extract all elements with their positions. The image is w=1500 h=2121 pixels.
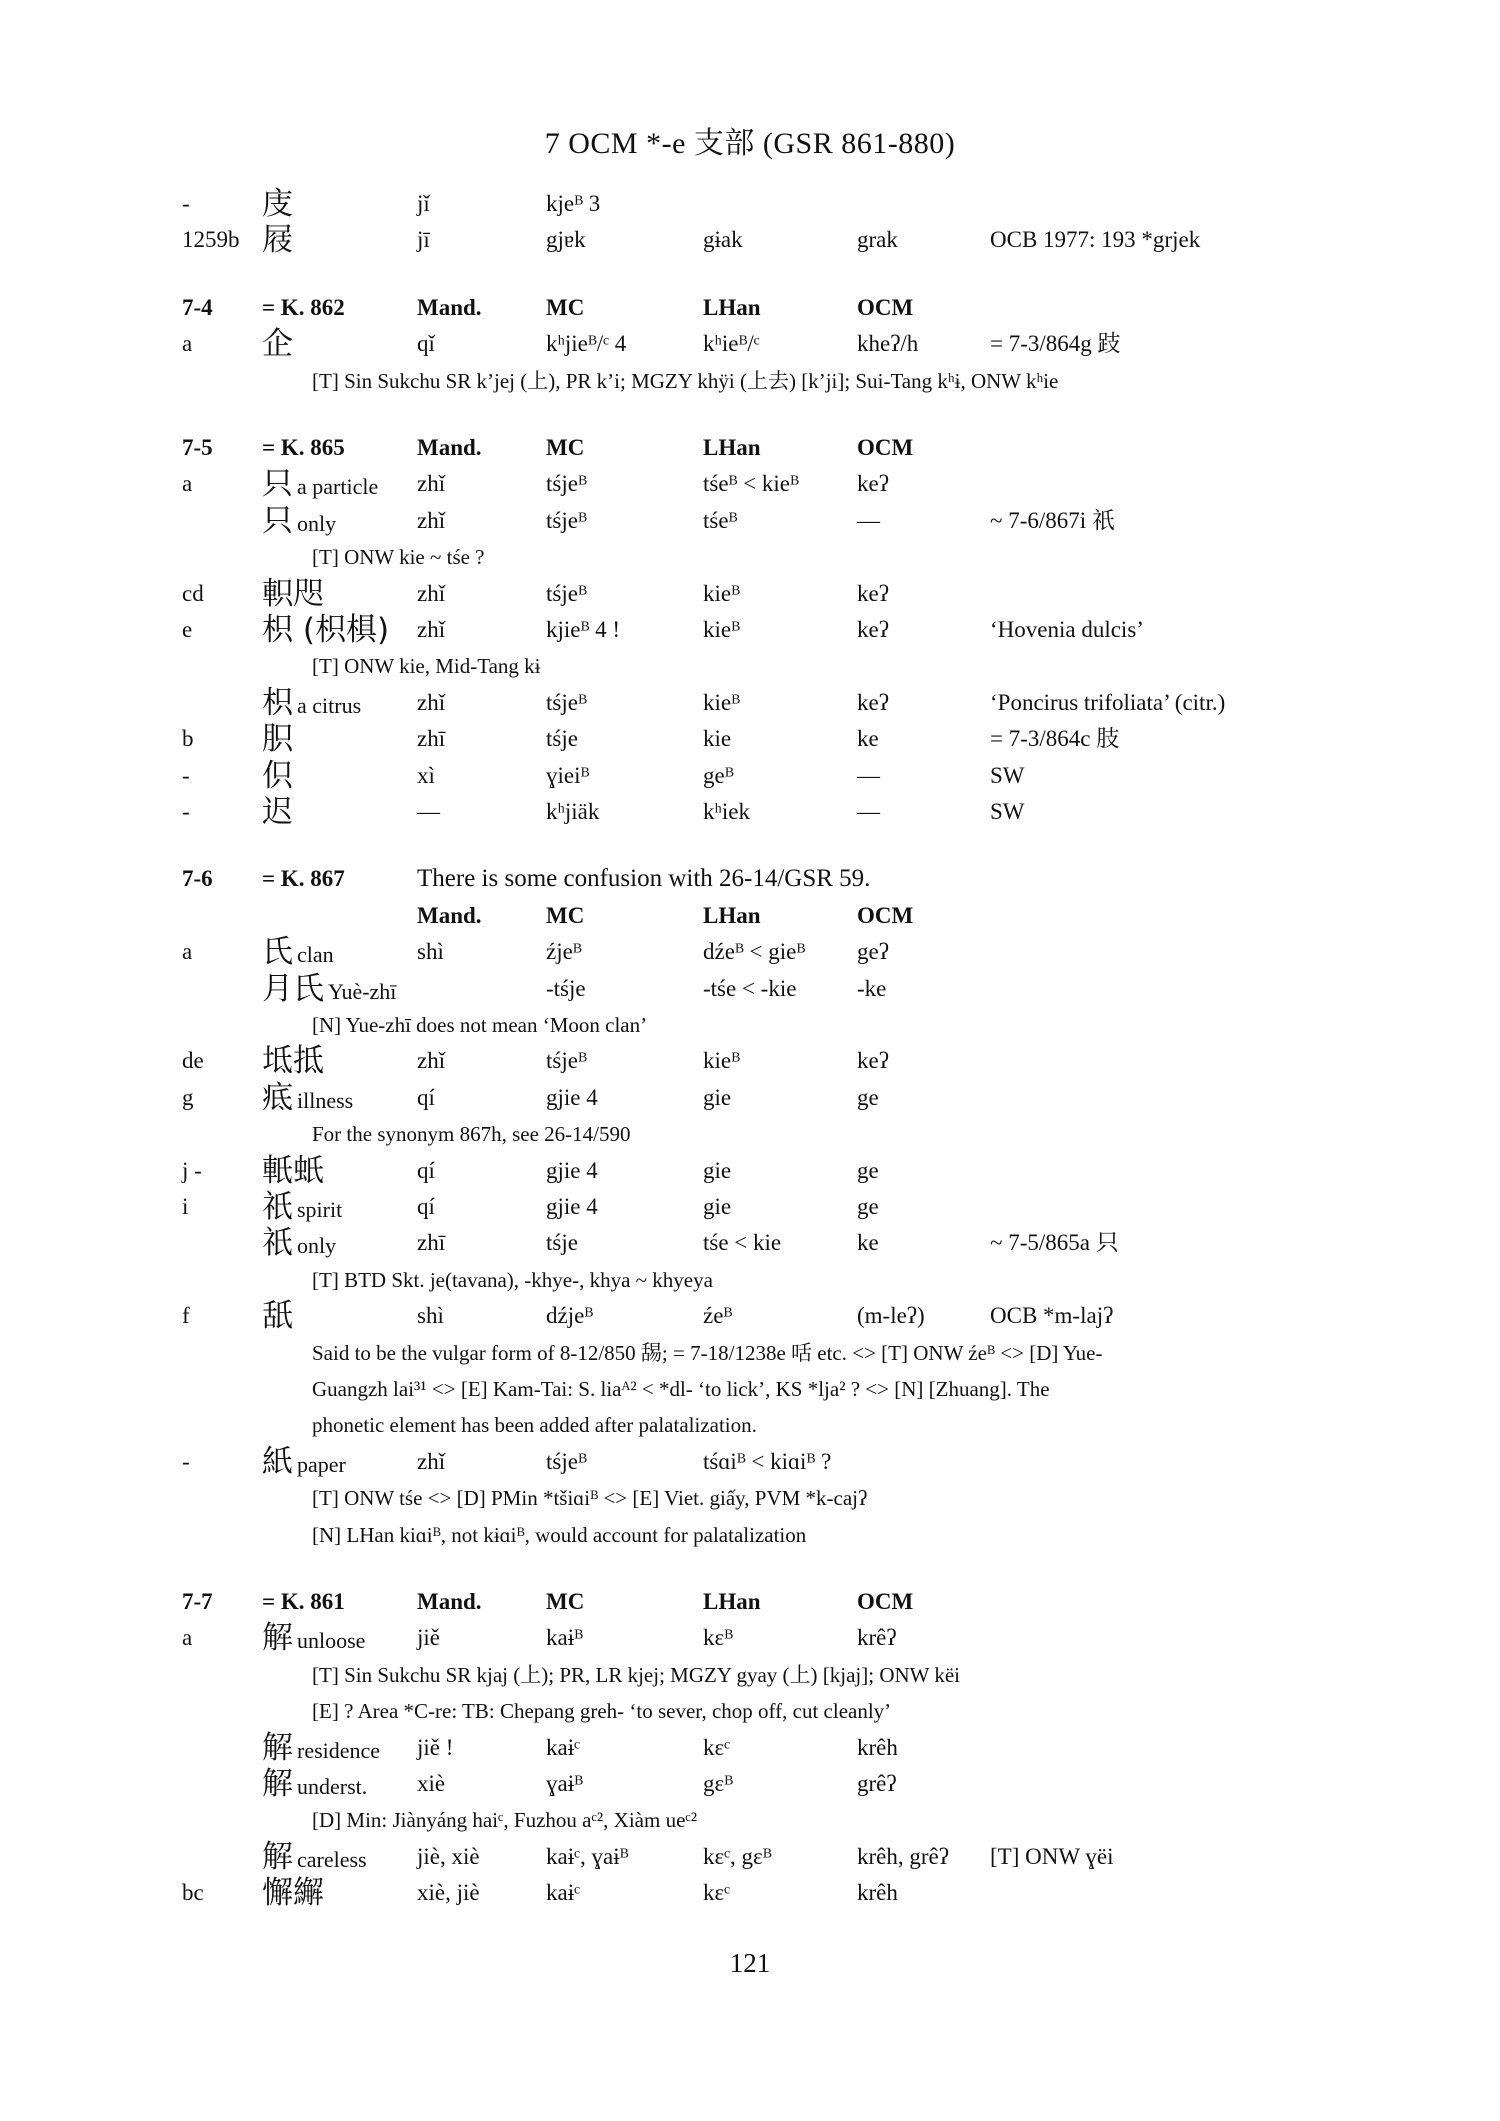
group-id: 7-7: [182, 1589, 213, 1614]
mandarin: shì: [417, 939, 444, 965]
col-ocm: OCM: [857, 435, 914, 460]
annotation-text: [N] Yue-zhī does not mean ‘Moon clan’: [312, 1013, 648, 1037]
mandarin: qí: [417, 1084, 435, 1110]
entry-note: OCB 1977: 193 *grjek: [990, 227, 1201, 253]
annotation-line: [0, 1480, 1500, 1516]
entry-row: [0, 1766, 1500, 1802]
entry-id: i: [182, 1194, 189, 1219]
annotation-line: [0, 1517, 1500, 1553]
later-han: tśeᴮ: [703, 507, 738, 533]
entry-id: b: [182, 726, 194, 752]
annotation-line: [0, 1371, 1500, 1407]
entry-row: [0, 576, 1500, 612]
later-han: -tśe < -kie: [703, 975, 797, 1001]
headword-glyph: 解 residence: [262, 1729, 381, 1766]
mandarin: xì: [417, 762, 435, 788]
mandarin: zhǐ: [417, 507, 446, 533]
mandarin: zhǐ: [417, 689, 446, 715]
old-chinese: keʔ: [857, 689, 889, 715]
middle-chinese: gjie 4: [546, 1084, 598, 1110]
middle-chinese: dźjeᴮ: [546, 1303, 594, 1329]
karlgren-ref: = K. 861: [262, 1589, 345, 1614]
entry-id: -: [182, 799, 190, 824]
entry-note: ~ 7-6/867i 祇: [990, 507, 1115, 533]
headword-glyph: 伿: [262, 757, 293, 794]
mandarin: zhǐ: [417, 1448, 446, 1474]
headword-glyph: 疷 illness: [262, 1079, 354, 1116]
middle-chinese: ɣieiᴮ: [546, 762, 590, 788]
headword-glyph: 庋: [262, 186, 293, 222]
mandarin: shì: [417, 1303, 444, 1329]
col-mc: MC: [546, 1589, 585, 1614]
entry-row: [0, 1043, 1500, 1079]
middle-chinese: tśje: [546, 1230, 578, 1256]
later-han: kɛᶜ: [703, 1734, 731, 1760]
entry-id: g: [182, 1084, 194, 1110]
old-chinese: —: [857, 507, 880, 533]
entry-row: [0, 1189, 1500, 1225]
middle-chinese: tśjeᴮ: [546, 507, 587, 533]
later-han: kieᴮ: [703, 689, 740, 715]
headword-glyph: 舐: [262, 1298, 293, 1335]
later-han: tśe < kie: [703, 1230, 782, 1256]
entry-id: 1259b: [182, 227, 240, 253]
middle-chinese: kaɨᶜ: [546, 1880, 580, 1906]
headword-glyph: 屐: [262, 222, 293, 259]
group-header: [0, 290, 1500, 326]
old-chinese: kheʔ/h: [857, 331, 919, 357]
entry-row: [0, 685, 1500, 721]
annotation-text: [T] BTD Skt. je(tavana), -khye-, khya ~ khyeya: [312, 1267, 713, 1292]
mandarin: jiě !: [417, 1734, 454, 1760]
group-header: [0, 861, 1500, 897]
page-title: 7 OCM *-e 支部 (GSR 861-880): [544, 127, 956, 160]
later-han: kieᴮ: [703, 617, 740, 642]
annotation-text: [D] Min: Jiànyáng haiᶜ, Fuzhou aᶜ², Xiàm ueᶜ²: [312, 1808, 698, 1833]
later-han: kʰiek: [703, 799, 750, 824]
col-mandarin: Mand.: [417, 294, 482, 320]
headword-glyph: 解 careless: [262, 1838, 367, 1875]
col-lhan: LHan: [703, 1589, 761, 1614]
headword-glyph: 坻抵: [262, 1043, 324, 1080]
annotation-line: [0, 1007, 1500, 1043]
gloss: unloose: [297, 1628, 366, 1654]
mandarin: jǐ: [417, 191, 430, 216]
headword-glyph: 只 a particle: [262, 466, 379, 503]
col-mc: MC: [546, 902, 585, 928]
annotation-text: [E] ? Area *C-re: TB: Chepang greh- ‘to sever, chop off, cut cleanly’: [312, 1699, 892, 1724]
entry-id: a: [182, 1625, 193, 1651]
mandarin: qǐ: [417, 331, 435, 357]
headword-glyph: 祇 spirit: [262, 1189, 343, 1225]
annotation-line: [0, 1335, 1500, 1371]
col-lhan: LHan: [703, 294, 761, 320]
annotation-line: [0, 1407, 1500, 1443]
old-chinese: ge: [857, 1194, 879, 1219]
entry-id: a: [182, 939, 193, 965]
col-ocm: OCM: [857, 1589, 914, 1614]
headword-glyph: 氏 clan: [262, 934, 334, 971]
annotation-text: [T] ONW kie, Mid-Tang kɨ: [312, 654, 541, 679]
middle-chinese: kaɨᶜ, ɣaɨᴮ: [546, 1843, 629, 1869]
entry-row: [0, 1875, 1500, 1911]
old-chinese: ke: [857, 1230, 879, 1256]
entry-id: -: [182, 762, 190, 788]
middle-chinese: tśje: [546, 726, 578, 752]
later-han: kie: [703, 726, 732, 752]
middle-chinese: tśjeᴮ: [546, 689, 587, 715]
old-chinese: ge: [857, 1157, 879, 1183]
gloss: only: [297, 1233, 337, 1259]
entry-row: [0, 503, 1500, 539]
group-header: [0, 1584, 1500, 1620]
middle-chinese: gjie 4: [546, 1157, 598, 1183]
entry-note: = 7-3/864g 跂: [990, 331, 1121, 357]
entry-row: [0, 971, 1500, 1007]
later-han: kɛᶜ: [703, 1880, 731, 1906]
group-id: 7-4: [182, 294, 213, 320]
later-han: kɛᶜ, gɛᴮ: [703, 1843, 772, 1869]
entry-row: [0, 326, 1500, 362]
headword-glyph: 紙 paper: [262, 1443, 346, 1480]
entry-row: [0, 721, 1500, 757]
old-chinese: ge: [857, 1084, 879, 1110]
mandarin: zhǐ: [417, 617, 446, 642]
annotation-text: [T] Sin Sukchu SR kjaj (上); PR, LR kjej; MGZY gyay (上) [kjaj]; ONW këi: [312, 1662, 961, 1687]
old-chinese: geʔ: [857, 939, 889, 965]
old-chinese: grak: [857, 227, 898, 253]
gloss: spirit: [297, 1197, 343, 1222]
entry-id: de: [182, 1048, 204, 1074]
old-chinese: grêʔ: [857, 1771, 897, 1796]
old-chinese: krêʔ: [857, 1625, 897, 1651]
gloss: residence: [297, 1737, 381, 1763]
annotation-text: For the synonym 867h, see 26-14/590: [312, 1122, 631, 1147]
col-mandarin: Mand.: [417, 435, 482, 460]
gloss: a citrus: [297, 692, 362, 718]
col-lhan: LHan: [703, 902, 761, 928]
annotation-line: [0, 648, 1500, 684]
entry-id: cd: [182, 580, 204, 606]
headword-glyph: 胑: [262, 721, 293, 758]
mandarin: jiě: [417, 1625, 440, 1651]
later-han: źeᴮ: [703, 1303, 733, 1329]
annotation-text: [T] ONW kie ~ tśe ?: [312, 545, 485, 570]
annotation-line: [0, 1116, 1500, 1152]
middle-chinese: tśjeᴮ: [546, 580, 587, 606]
annotation-line: [0, 1802, 1500, 1838]
entry-id: f: [182, 1303, 190, 1329]
old-chinese: keʔ: [857, 1048, 889, 1074]
entry-row: [0, 1444, 1500, 1480]
later-han: dźeᴮ < gieᴮ: [703, 939, 806, 965]
gloss: underst.: [297, 1774, 368, 1799]
mandarin: zhǐ: [417, 580, 446, 606]
annotation-text: Said to be the vulgar form of 8-12/850 舓; = 7-18/1238e 咶 etc. <> [T] ONW źeᴮ <> [D] Yue-: [312, 1340, 1103, 1365]
entry-note: = 7-3/864c 肢: [990, 726, 1120, 752]
entry-id: a: [182, 471, 193, 497]
entry-row: [0, 758, 1500, 794]
entry-note: ‘Poncirus trifoliata’ (citr.): [990, 689, 1226, 715]
group-id: 7-6: [182, 866, 213, 892]
old-chinese: —: [857, 799, 880, 824]
old-chinese: krêh: [857, 1880, 898, 1906]
entry-id: bc: [182, 1880, 204, 1906]
later-han: kʰieᴮ/ᶜ: [703, 331, 760, 357]
headword-glyph: 祇 only: [262, 1225, 337, 1262]
gloss: clan: [297, 942, 334, 968]
later-han: gɛᴮ: [703, 1771, 734, 1796]
middle-chinese: ɣaɨᴮ: [546, 1771, 583, 1796]
middle-chinese: tśjeᴮ: [546, 1448, 587, 1474]
col-mandarin: Mand.: [417, 1589, 482, 1614]
middle-chinese: gjie 4: [546, 1194, 598, 1219]
entry-row: [0, 1153, 1500, 1189]
gloss: illness: [297, 1087, 354, 1113]
annotation-line: [0, 1693, 1500, 1729]
col-mandarin: Mand.: [417, 902, 482, 928]
headword-glyph: 懈繲: [262, 1875, 324, 1912]
middle-chinese: źjeᴮ: [546, 939, 582, 965]
mandarin: zhī: [417, 1230, 446, 1256]
entry-row: [0, 222, 1500, 258]
old-chinese: ke: [857, 726, 879, 752]
karlgren-ref: = K. 865: [262, 435, 345, 460]
col-mc: MC: [546, 294, 585, 320]
middle-chinese: kʰjieᴮ/ᶜ 4: [546, 331, 627, 357]
old-chinese: krêh: [857, 1734, 898, 1760]
mandarin: jī: [417, 227, 430, 253]
middle-chinese: tśjeᴮ: [546, 471, 587, 497]
headword-glyph: 月氏 Yuè-zhī: [262, 970, 397, 1007]
headword-glyph: 解 unloose: [262, 1620, 366, 1657]
mandarin: jiè, xiè: [417, 1843, 480, 1869]
entry-note: SW: [990, 762, 1025, 788]
entry-id: a: [182, 331, 193, 357]
col-mc: MC: [546, 435, 585, 460]
middle-chinese: kjeᴮ 3: [546, 191, 601, 216]
annotation-line: [0, 363, 1500, 399]
karlgren-ref: = K. 867: [262, 866, 345, 892]
mandarin: zhǐ: [417, 1048, 446, 1074]
old-chinese: (m-leʔ): [857, 1303, 925, 1329]
old-chinese: —: [857, 762, 880, 788]
entry-id: e: [182, 617, 193, 642]
entry-id: -: [182, 191, 190, 216]
annotation-text: phonetic element has been added after palatalization.: [312, 1413, 757, 1438]
annotation-text: [N] LHan kiɑiᴮ, not kɨɑiᴮ, would account for palatalization: [312, 1522, 807, 1547]
annotation-text: [T] ONW tśe <> [D] PMin *tšiɑiᴮ <> [E] Viet. giấy, PVM *k-cajʔ: [312, 1486, 868, 1511]
middle-chinese: kʰjiäk: [546, 799, 600, 824]
later-han: gie: [703, 1084, 732, 1110]
entry-id: -: [182, 1448, 190, 1474]
group-id: 7-5: [182, 435, 213, 460]
entry-note: ‘Hovenia dulcis’: [990, 617, 1144, 642]
later-han: tśɑiᴮ < kiɑiᴮ ?: [703, 1448, 832, 1474]
mandarin: qí: [417, 1194, 435, 1219]
entry-row: [0, 794, 1500, 830]
mandarin: xiè: [417, 1771, 446, 1796]
annotation-line: [0, 1262, 1500, 1298]
entry-row: [0, 1620, 1500, 1656]
entry-row: [0, 1730, 1500, 1766]
entry-row: [0, 186, 1500, 222]
middle-chinese: -tśje: [546, 975, 586, 1001]
gloss: paper: [297, 1451, 346, 1477]
annotation-line: [0, 539, 1500, 575]
column-header: [0, 898, 1500, 934]
group-remark: There is some confusion with 26-14/GSR 59.: [417, 865, 871, 893]
old-chinese: keʔ: [857, 617, 889, 642]
headword-glyph: 企: [262, 326, 293, 363]
headword-glyph: 軝蚔: [262, 1152, 324, 1189]
headword-glyph: 枳 a citrus: [262, 684, 362, 721]
old-chinese: keʔ: [857, 580, 889, 606]
later-han: kieᴮ: [703, 580, 740, 606]
col-ocm: OCM: [857, 294, 914, 320]
old-chinese: krêh, grêʔ: [857, 1843, 949, 1869]
later-han: kɛᴮ: [703, 1625, 734, 1651]
entry-id: j -: [182, 1157, 202, 1183]
later-han: gɨak: [703, 227, 743, 253]
mandarin: zhī: [417, 726, 446, 752]
entry-note: ~ 7-5/865a 只: [990, 1230, 1119, 1256]
old-chinese: keʔ: [857, 471, 889, 497]
gloss: only: [297, 510, 337, 536]
headword-glyph: 解 underst.: [262, 1766, 368, 1802]
mandarin: zhǐ: [417, 471, 446, 497]
later-han: tśeᴮ < kieᴮ: [703, 471, 799, 497]
gloss: a particle: [297, 474, 379, 500]
mandarin: qí: [417, 1157, 435, 1183]
headword-glyph: 枳 (枳椇): [262, 612, 390, 648]
mandarin: xiè, jiè: [417, 1880, 480, 1906]
later-han: gie: [703, 1157, 732, 1183]
headword-glyph: 軹咫: [262, 575, 324, 612]
entry-row: [0, 1839, 1500, 1875]
entry-note: [T] ONW ɣëi: [990, 1843, 1114, 1869]
karlgren-ref: = K. 862: [262, 294, 345, 320]
entry-row: [0, 1298, 1500, 1334]
middle-chinese: kaɨᶜ: [546, 1734, 580, 1760]
later-han: geᴮ: [703, 762, 734, 788]
entry-note: OCB *m-lajʔ: [990, 1303, 1114, 1329]
gloss: Yuè-zhī: [328, 978, 397, 1004]
middle-chinese: kaɨᴮ: [546, 1625, 583, 1651]
middle-chinese: tśjeᴮ: [546, 1048, 587, 1074]
old-chinese: -ke: [857, 975, 887, 1001]
headword-glyph: 只 only: [262, 502, 337, 539]
entry-note: SW: [990, 799, 1025, 824]
entry-row: [0, 934, 1500, 970]
col-lhan: LHan: [703, 435, 761, 460]
annotation-text: Guangzh lai³¹ <> [E] Kam-Tai: S. liaᴬ² < *dl- ‘to lick’, KS *lja² ? <> [N] [Zhuang]. The: [312, 1377, 1050, 1401]
middle-chinese: kjieᴮ 4 !: [546, 617, 621, 642]
entry-row: [0, 612, 1500, 648]
col-ocm: OCM: [857, 902, 914, 928]
middle-chinese: gjɐk: [546, 227, 586, 253]
group-header: [0, 430, 1500, 466]
later-han: kieᴮ: [703, 1048, 740, 1074]
entry-row: [0, 1225, 1500, 1261]
mandarin: —: [417, 799, 440, 824]
headword-glyph: 迟: [262, 794, 293, 830]
page-number: 121: [729, 1948, 771, 1978]
annotation-text: [T] Sin Sukchu SR k’jej (上), PR k’i; MGZY khÿi (上去) [k’ji]; Sui-Tang kʰɨ, ONW kʰie: [312, 368, 1059, 393]
entry-row: [0, 466, 1500, 502]
annotation-line: [0, 1657, 1500, 1693]
gloss: careless: [297, 1846, 367, 1872]
entry-row: [0, 1080, 1500, 1116]
later-han: gie: [703, 1194, 732, 1219]
